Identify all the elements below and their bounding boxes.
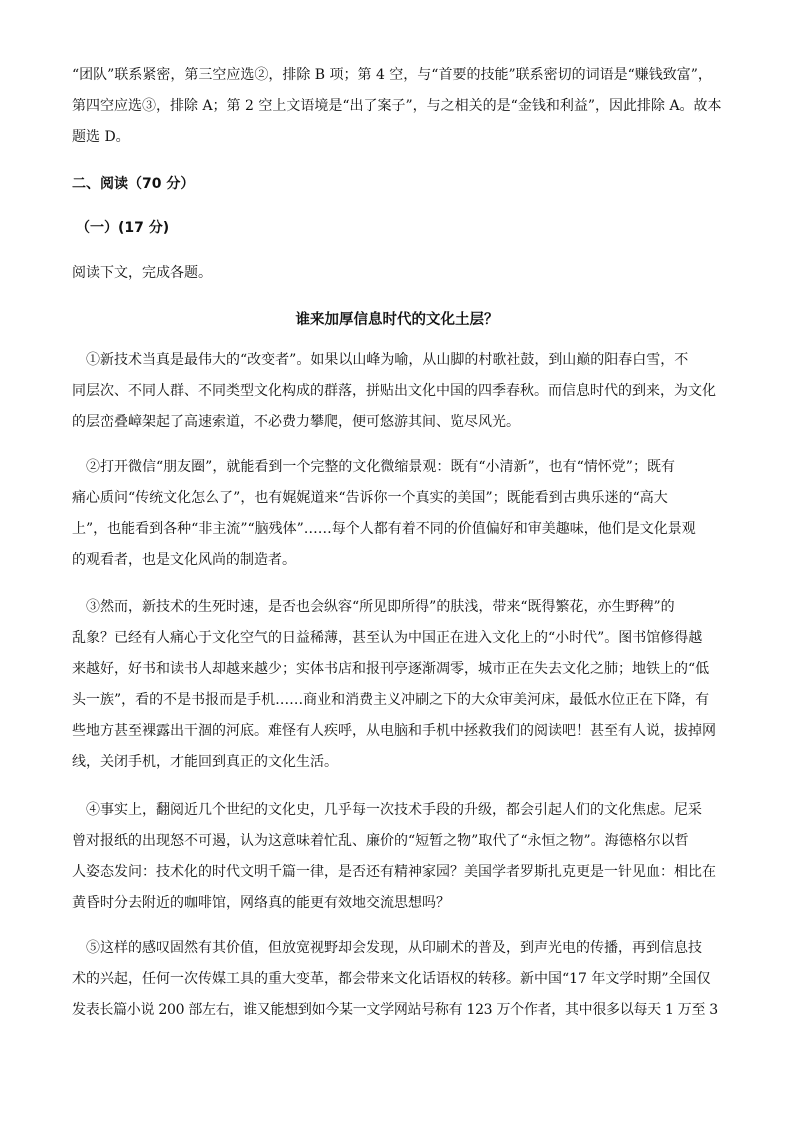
subsection-heading: （一）(17 分) xyxy=(76,220,170,236)
text-line: 的观看者，也是文化风尚的制造者。 xyxy=(72,552,296,568)
article-paragraph-2 xyxy=(72,452,722,576)
text-line: 些地方甚至裸露出干涸的河底。难怪有人疾呼，从电脑和手机中拯救我们的阅读吧！甚至有人说，拔掉网 xyxy=(72,723,716,739)
text-line: 线，关闭手机，才能回到真正的文化生活。 xyxy=(72,754,338,770)
text-line: 来越好，好书和读书人却越来越少；实体书店和报刊亭逐渐凋零，城市正在失去文化之肺；地铁上的“低 xyxy=(72,661,710,677)
article-paragraph-3 xyxy=(72,592,722,778)
article-title: 谁来加厚信息时代的文化土层？ xyxy=(295,312,499,328)
text-line: 题选 D。 xyxy=(72,129,130,145)
article-paragraph-5 xyxy=(72,933,722,1026)
article-paragraph-4 xyxy=(72,795,722,919)
text-line: 人姿态发问：技术化的时代文明千篇一律，是否还有精神家园？美国学者罗斯扎克更是一针见血：相比在 xyxy=(72,864,716,880)
text-line: ①新技术当真是最伟大的“改变者”。如果以山峰为喻，从山脚的村歌社鼓，到山巅的阳春白雪，不 xyxy=(86,352,689,368)
text-line: ②打开微信“朋友圈”，就能看到一个完整的文化微缩景观：既有“小清新”，也有“情怀党”；既有 xyxy=(86,459,675,475)
text-line: 乱象？已经有人痛心于文化空气的日益稀薄，甚至认为中国正在进入文化上的“小时代”。图书馆修得越 xyxy=(72,630,703,646)
text-line: “团队”联系紧密，第三空应选②，排除 B 项；第 4 空，与“首要的技能”联系密切的词语是“赚钱致富”， xyxy=(72,67,712,83)
text-line: 头一族”，看的不是书报而是手机……商业和消费主义冲刷之下的大众审美河床，最低水位正在下降，有 xyxy=(72,692,710,708)
answer-explanation xyxy=(72,60,722,153)
text-line: 黄昏时分去附近的咖啡馆，网络真的能更有效地交流思想吗？ xyxy=(72,895,450,911)
text-line: ⑤这样的感叹固然有其价值，但放宽视野却会发现，从印刷术的普及，到声光电的传播，再到信息技 xyxy=(86,940,702,956)
article-paragraph-1 xyxy=(72,345,722,438)
text-line: 第四空应选③，排除 A；第 2 空上文语境是“出了案子”，与之相关的是“金钱和利益”，因此排除 A。故本 xyxy=(72,98,722,114)
text-line: 发表长篇小说 200 部左右，谁又能想到如今某一文学网站号称有 123 万个作者，其中很多以每天 1 万至 3 xyxy=(72,1002,718,1018)
text-line: 上”，也能看到各种“非主流”“脑残体”……每个人都有着不同的价值偏好和审美趣味，他们是文化景观 xyxy=(72,521,696,537)
text-line: ④事实上，翻阅近几个世纪的文化史，几乎每一次技术手段的升级，都会引起人们的文化焦虑。尼采 xyxy=(86,802,702,818)
text-line: ③然而，新技术的生死时速，是否也会纵容“所见即所得”的肤浅，带来“既得繁花，亦生野稗”的 xyxy=(86,599,675,615)
text-line: 曾对报纸的出现怒不可遏，认为这意味着忙乱、廉价的“短暂之物”取代了“永恒之物”。海德格尔以哲 xyxy=(72,833,689,849)
text-line: 的层峦叠嶂架起了高速索道，不必费力攀爬，便可悠游其间、览尽风光。 xyxy=(72,414,520,430)
text-line: 同层次、不同人群、不同类型文化构成的群落，拼贴出文化中国的四季春秋。而信息时代的到来，为文化 xyxy=(72,383,716,399)
text-line: 术的兴起，任何一次传媒工具的重大变革，都会带来文化话语权的转移。新中国“17 年文学时期”全国仅 xyxy=(72,971,711,987)
section-heading: 二、阅读（70 分） xyxy=(72,176,195,192)
instruction-text: 阅读下文，完成各题。 xyxy=(72,265,212,281)
text-line: 痛心质问“传统文化怎么了”，也有娓娓道来“告诉你一个真实的美国”；既能看到古典乐迷的“高大 xyxy=(72,490,668,506)
